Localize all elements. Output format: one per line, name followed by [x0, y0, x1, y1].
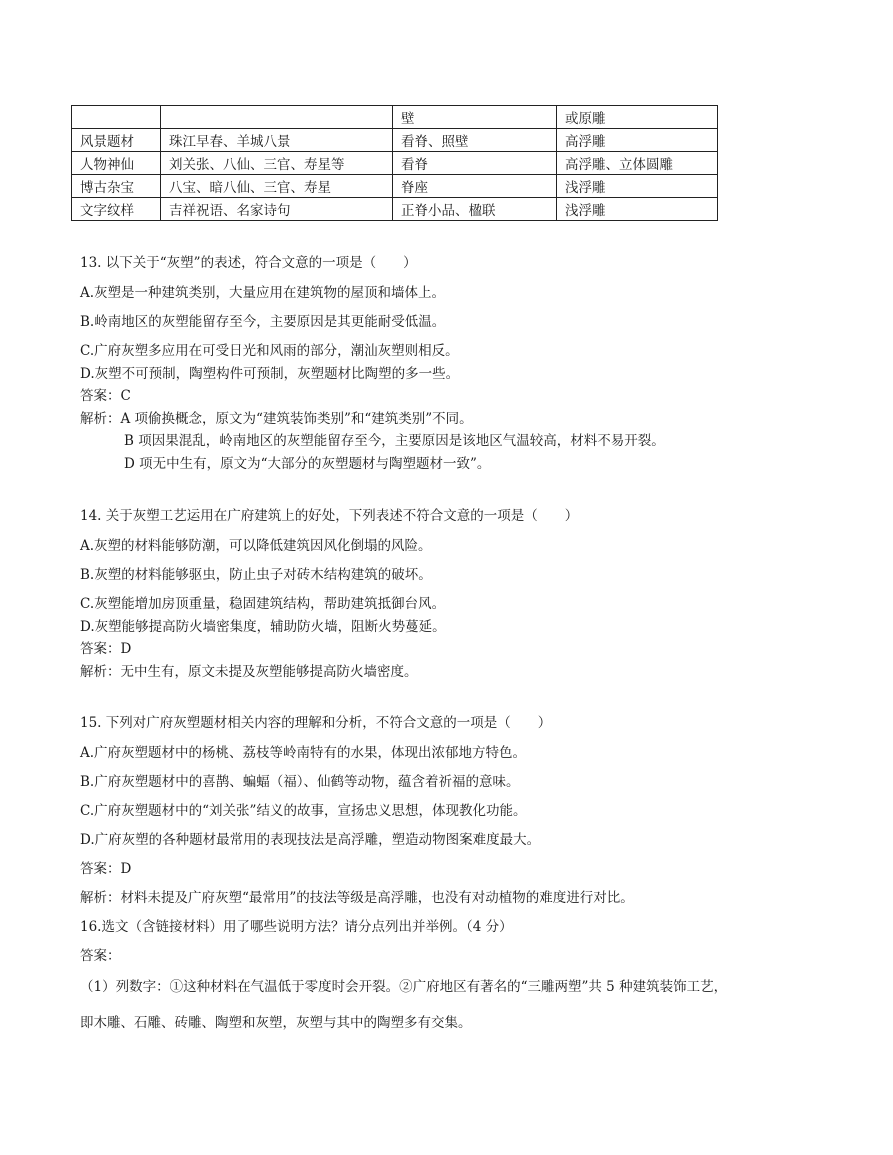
- q13-analysis: B 项因果混乱，岭南地区的灰塑能留存至今，主要原因是该地区气温较高，材料不易开裂。: [124, 433, 665, 449]
- q14-option-b: B.灰塑的材料能够驱虫，防止虫子对砖木结构建筑的破坏。: [80, 567, 432, 583]
- table-row: [72, 106, 718, 129]
- q13-option-d: D.灰塑不可预制，陶塑构件可预制，灰塑题材比陶塑的多一些。: [80, 366, 460, 382]
- q13-analysis: 解析：A 项偷换概念，原文为“建筑装饰类别”和“建筑类别”不同。: [80, 411, 473, 427]
- table-row: [72, 152, 718, 175]
- table-cell: [161, 106, 393, 129]
- table-cell: 博古杂宝: [72, 175, 161, 198]
- table-row: [72, 175, 718, 198]
- table-cell: 珠江早春、羊城八景: [161, 129, 393, 152]
- table-cell: 人物神仙: [72, 152, 161, 175]
- table-cell: 高浮雕、立体圆雕: [557, 152, 718, 175]
- table-cell: 吉祥祝语、名家诗句: [161, 198, 393, 221]
- q14-option-a: A.灰塑的材料能够防潮，可以降低建筑因风化倒塌的风险。: [80, 538, 432, 554]
- q15-option-b: B.广府灰塑题材中的喜鹊、蝙蝠（福）、仙鹤等动物，蕴含着祈福的意味。: [80, 774, 520, 790]
- q15-stem: 15. 下列对广府灰塑题材相关内容的理解和分析，不符合文意的一项是（ ）: [80, 715, 552, 731]
- table-cell: 看脊、照壁: [393, 129, 557, 152]
- q15-analysis: 解析：材料未提及广府灰塑“最常用”的技法等级是高浮雕，也没有对动植物的难度进行对比。: [80, 890, 634, 906]
- q16-answer-item: （1）列数字：①这种材料在气温低于零度时会开裂。②广府地区有著名的“三雕两塑”共 5 种建筑装饰工艺，: [80, 979, 728, 995]
- q14-option-c: C.灰塑能增加房顶重量，稳固建筑结构，帮助建筑抵御台风。: [80, 596, 446, 612]
- table-cell: 八宝、暗八仙、三官、寿星: [161, 175, 393, 198]
- table-cell: 风景题材: [72, 129, 161, 152]
- table-cell: 脊座: [393, 175, 557, 198]
- table-cell: 或原雕: [557, 106, 718, 129]
- table-cell: [72, 106, 161, 129]
- table-cell: 看脊: [393, 152, 557, 175]
- table-cell: 浅浮雕: [557, 198, 718, 221]
- table-cell: 文字纹样: [72, 198, 161, 221]
- q15-option-a: A.广府灰塑题材中的杨桃、荔枝等岭南特有的水果，体现出浓郁地方特色。: [80, 745, 527, 761]
- q13-option-b: B.岭南地区的灰塑能留存至今，主要原因是其更能耐受低温。: [80, 314, 446, 330]
- material-table: [71, 105, 718, 221]
- q15-option-d: D.广府灰塑的各种题材最常用的表现技法是高浮雕，塑造动物图案难度最大。: [80, 832, 541, 848]
- q15-answer: 答案：D: [80, 861, 132, 877]
- q14-analysis: 解析：无中生有，原文未提及灰塑能够提高防火墙密度。: [80, 664, 418, 680]
- q13-analysis: D 项无中生有，原文为“大部分的灰塑题材与陶塑题材一致”。: [124, 456, 491, 472]
- q13-option-a: A.灰塑是一种建筑类别，大量应用在建筑物的屋顶和墙体上。: [80, 285, 446, 301]
- q13-option-c: C.广府灰塑多应用在可受日光和风雨的部分，潮汕灰塑则相反。: [80, 343, 459, 359]
- q16-answer: 答案：: [80, 948, 121, 964]
- table-cell: 壁: [393, 106, 557, 129]
- table-cell: 浅浮雕: [557, 175, 718, 198]
- q14-stem: 14. 关于灰塑工艺运用在广府建筑上的好处，下列表述不符合文意的一项是（ ）: [80, 508, 579, 524]
- table-cell: 高浮雕: [557, 129, 718, 152]
- q13-answer: 答案：C: [80, 388, 131, 404]
- table-row: [72, 198, 718, 221]
- table-cell: 刘关张、八仙、三官、寿星等: [161, 152, 393, 175]
- q13-stem: 13. 以下关于“灰塑”的表述，符合文意的一项是（ ）: [80, 255, 417, 271]
- q16-answer-item: 即木雕、石雕、砖雕、陶塑和灰塑，灰塑与其中的陶塑多有交集。: [80, 1015, 472, 1031]
- q14-answer: 答案：D: [80, 641, 132, 657]
- q15-option-c: C.广府灰塑题材中的“刘关张”结义的故事，宣扬忠义思想，体现教化功能。: [80, 803, 527, 819]
- q14-option-d: D.灰塑能够提高防火墙密集度，辅助防火墙，阻断火势蔓延。: [80, 619, 446, 635]
- table-cell: 正脊小品、楹联: [393, 198, 557, 221]
- table-row: [72, 129, 718, 152]
- q16-stem: 16.选文（含链接材料）用了哪些说明方法？请分点列出并举例。（4 分）: [80, 919, 513, 935]
